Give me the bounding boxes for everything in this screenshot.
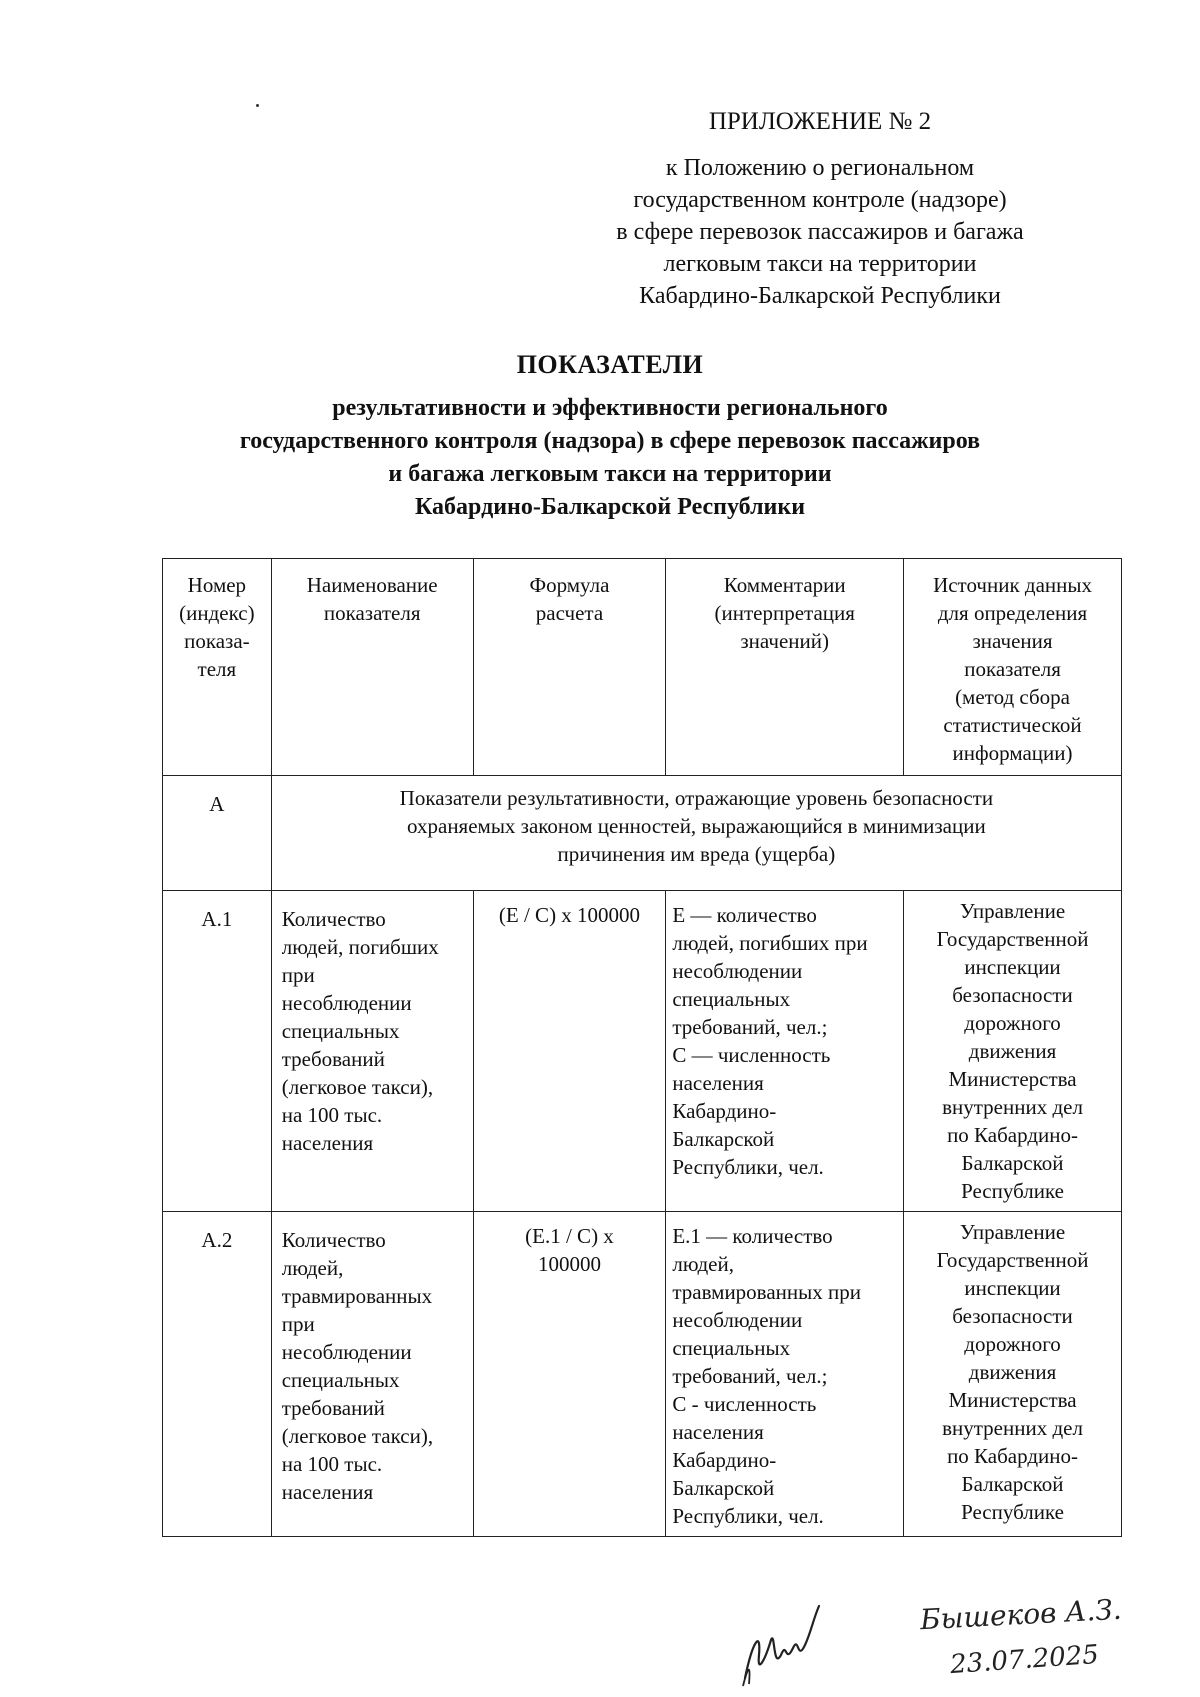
cell-line: травмированных при: [672, 1280, 861, 1304]
cell-line: С - численность: [672, 1392, 817, 1416]
cell-line: на 100 тыс.: [281, 1452, 383, 1476]
cell-line: (Е / С) x 100000: [498, 903, 641, 927]
cell-line: (легковое такси),: [281, 1075, 434, 1099]
header-line: Формула: [529, 573, 610, 597]
cell-line: требований, чел.;: [672, 1015, 828, 1039]
cell-line: при: [281, 963, 315, 987]
cell-line: Управление: [959, 899, 1066, 923]
cell-line: травмированных: [281, 1284, 433, 1308]
row-source: [904, 891, 1122, 1212]
cell-line: инспекции: [964, 1276, 1061, 1300]
header-line: Комментарии: [723, 573, 846, 597]
header-comment: [666, 559, 904, 776]
header-line: (интерпретация: [714, 601, 855, 625]
cell-line: Е.1 — количество: [672, 1224, 833, 1248]
table-header-row: [163, 559, 1122, 776]
cell-line: специальных: [281, 1368, 400, 1392]
cell-line: Государственной: [936, 927, 1089, 951]
cell-line: Кабардино-: [672, 1448, 777, 1472]
header-line: значений): [740, 629, 829, 653]
row-index: А.1: [163, 891, 272, 1212]
cell-line: Количество: [281, 1228, 386, 1252]
cell-line: людей,: [281, 1256, 344, 1280]
header-line: показателя: [964, 657, 1061, 681]
cell-line: Министерства: [948, 1388, 1077, 1412]
cell-line: населения: [281, 1480, 374, 1504]
cell-line: требований, чел.;: [672, 1364, 828, 1388]
cell-line: людей, погибших при: [672, 931, 868, 955]
cell-line: Республике: [961, 1179, 1064, 1203]
cell-line: несоблюдении: [281, 991, 412, 1015]
cell-line: С — численность: [672, 1043, 831, 1067]
cell-line: Балкарской: [961, 1472, 1064, 1496]
table-row: [163, 1212, 1122, 1537]
group-title: [271, 776, 1121, 891]
cell-line: требований: [281, 1396, 385, 1420]
cell-line: по Кабардино-: [947, 1444, 1078, 1468]
cell-line: на 100 тыс.: [281, 1103, 383, 1127]
table-row: [163, 891, 1122, 1212]
cell-line: несоблюдении: [281, 1340, 412, 1364]
cell-line: движения: [968, 1360, 1057, 1384]
cell-line: (легковое такси),: [281, 1424, 434, 1448]
cell-line: Е — количество: [672, 903, 817, 927]
row-comment: [666, 891, 904, 1212]
appendix-reference: [560, 152, 1080, 312]
cell-line: Количество: [281, 907, 386, 931]
row-formula: [473, 1212, 666, 1537]
cell-line: специальных: [281, 1019, 400, 1043]
cell-line: Государственной: [936, 1248, 1089, 1272]
cell-line: населения: [672, 1071, 764, 1095]
cell-line: населения: [281, 1131, 374, 1155]
cell-line: специальных: [672, 1336, 791, 1360]
cell-line: дорожного: [964, 1011, 1061, 1035]
header-line: (индекс): [179, 601, 255, 625]
header-index: [163, 559, 272, 776]
cell-line: людей, погибших: [281, 935, 439, 959]
row-comment: [666, 1212, 904, 1537]
cell-line: несоблюдении: [672, 1308, 803, 1332]
scan-speck: [256, 104, 259, 107]
cell-line: населения: [672, 1420, 764, 1444]
cell-line: Управление: [959, 1220, 1066, 1244]
row-index: А.2: [163, 1212, 272, 1537]
cell-line: 100000: [537, 1252, 601, 1276]
cell-line: Республике: [961, 1500, 1064, 1524]
header-line: информации): [952, 741, 1073, 765]
row-name: [271, 891, 473, 1212]
cell-line: несоблюдении: [672, 959, 803, 983]
header-line: Наименование: [306, 573, 438, 597]
cell-line: внутренних дел: [942, 1416, 1083, 1440]
cell-line: Республики, чел.: [672, 1504, 824, 1528]
cell-line: специальных: [672, 987, 791, 1011]
cell-line: Балкарской: [961, 1151, 1064, 1175]
appendix-line: легковым такси на территории: [663, 251, 977, 277]
header-line: (метод сбора: [955, 685, 1070, 709]
cell-line: (Е.1 / С) x: [525, 1224, 614, 1248]
cell-line: при: [281, 1312, 315, 1336]
appendix-line: государственном контроле (надзоре): [633, 187, 1007, 213]
cell-line: инспекции: [964, 955, 1061, 979]
header-line: для определения: [937, 601, 1088, 625]
row-formula: [473, 891, 666, 1212]
appendix-line: в сфере перевозок пассажиров и багажа: [616, 219, 1024, 245]
cell-line: Республики, чел.: [672, 1155, 824, 1179]
appendix-line: к Положению о региональном: [665, 155, 975, 181]
cell-line: безопасности: [952, 983, 1073, 1007]
header-line: значения: [972, 629, 1053, 653]
group-line: охраняемых законом ценностей, выражающийся в минимизации: [407, 814, 986, 838]
subtitle-line: Кабардино-Балкарской Республики: [414, 494, 806, 520]
cell-line: дорожного: [964, 1332, 1061, 1356]
row-name: [271, 1212, 473, 1537]
document-subtitle: [100, 392, 1120, 524]
handwritten-date: 23.07.2025: [949, 1639, 1100, 1681]
cell-line: Кабардино-: [672, 1099, 777, 1123]
group-line: Показатели результативности, отражающие уровень безопасности: [399, 786, 994, 810]
header-name: [271, 559, 473, 776]
handwritten-name: Бышеков А.З.: [919, 1592, 1123, 1637]
cell-line: людей,: [672, 1252, 734, 1276]
cell-line: внутренних дел: [942, 1095, 1083, 1119]
indicators-table: [162, 558, 1122, 1537]
cell-line: Балкарской: [672, 1127, 775, 1151]
appendix-line: Кабардино-Балкарской Республики: [639, 283, 1001, 309]
group-index: А: [163, 776, 272, 891]
group-row: [163, 776, 1122, 891]
cell-line: Министерства: [948, 1067, 1077, 1091]
appendix-title: ПРИЛОЖЕНИЕ № 2: [708, 108, 932, 135]
handwritten-signature: [735, 1600, 835, 1690]
header-line: теля: [197, 657, 237, 681]
cell-line: по Кабардино-: [947, 1123, 1078, 1147]
cell-line: безопасности: [952, 1304, 1073, 1328]
subtitle-line: результативности и эффективности регионального: [332, 395, 888, 421]
subtitle-line: и багажа легковым такси на территории: [388, 461, 832, 487]
cell-line: движения: [968, 1039, 1057, 1063]
document-title: ПОКАЗАТЕЛИ: [516, 350, 704, 379]
row-source: [904, 1212, 1122, 1537]
cell-line: Балкарской: [672, 1476, 775, 1500]
header-line: показа-: [184, 629, 250, 653]
header-formula: [473, 559, 666, 776]
header-line: показателя: [323, 601, 421, 625]
header-line: Источник данных: [933, 573, 1092, 597]
header-line: расчета: [535, 601, 604, 625]
header-line: Номер: [187, 573, 247, 597]
group-line: причинения им вреда (ущерба): [557, 842, 836, 866]
header-line: статистической: [943, 713, 1082, 737]
cell-line: требований: [281, 1047, 385, 1071]
header-source: [904, 559, 1122, 776]
subtitle-line: государственного контроля (надзора) в сфере перевозок пассажиров: [239, 428, 981, 454]
